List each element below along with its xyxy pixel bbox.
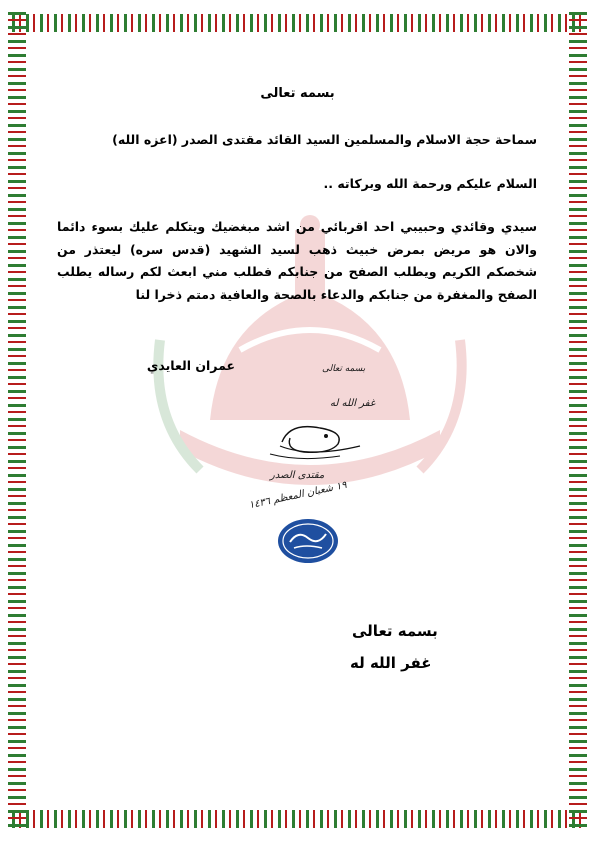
letter-greeting: السلام عليكم ورحمة الله وبركاته .. bbox=[323, 176, 537, 191]
decorative-border-left bbox=[8, 12, 26, 830]
letter-signer: عمران العايدي bbox=[146, 358, 235, 373]
letter-body: سيدي وقائدي وحبيبي احد اقربائي من اشد مبغضيك ويتكلم عليك بسوء دائما والان هو مريض بمرض خبيث ذهب لسيد الشهيد (قدس سره) ليعتذر من شخصكم الكريم ويطلب الصفح من جنابكم فطلب مني ابعث لكم رساله يطلب الصفح والمغفرة من جنابكم والدعاء بالصحة والعافية دمتم ذخرا لنا bbox=[57, 219, 537, 302]
decorative-border-top bbox=[12, 14, 583, 32]
handwritten-signature bbox=[220, 362, 400, 532]
handwritten-date: ١٩ شعبان المعظم ١٤٣٦ bbox=[247, 479, 348, 512]
handwritten-name: مقتدى الصدر bbox=[270, 470, 325, 481]
letter-basmala: بسمه تعالى bbox=[260, 86, 335, 101]
reply-basmala: بسمه تعالى bbox=[352, 622, 438, 640]
letter-addressee: سماحة حجة الاسلام والمسلمين السيد القائد مقتدى الصدر (اعزه الله) bbox=[112, 132, 537, 147]
decorative-border-right bbox=[569, 12, 587, 830]
handwritten-forgiveness: غفر الله له bbox=[330, 398, 376, 409]
official-seal bbox=[276, 516, 340, 566]
handwritten-basmala: بسمه تعالى bbox=[322, 364, 366, 374]
reply-forgiveness: غفر الله له bbox=[350, 654, 432, 672]
decorative-border-bottom bbox=[12, 810, 583, 828]
